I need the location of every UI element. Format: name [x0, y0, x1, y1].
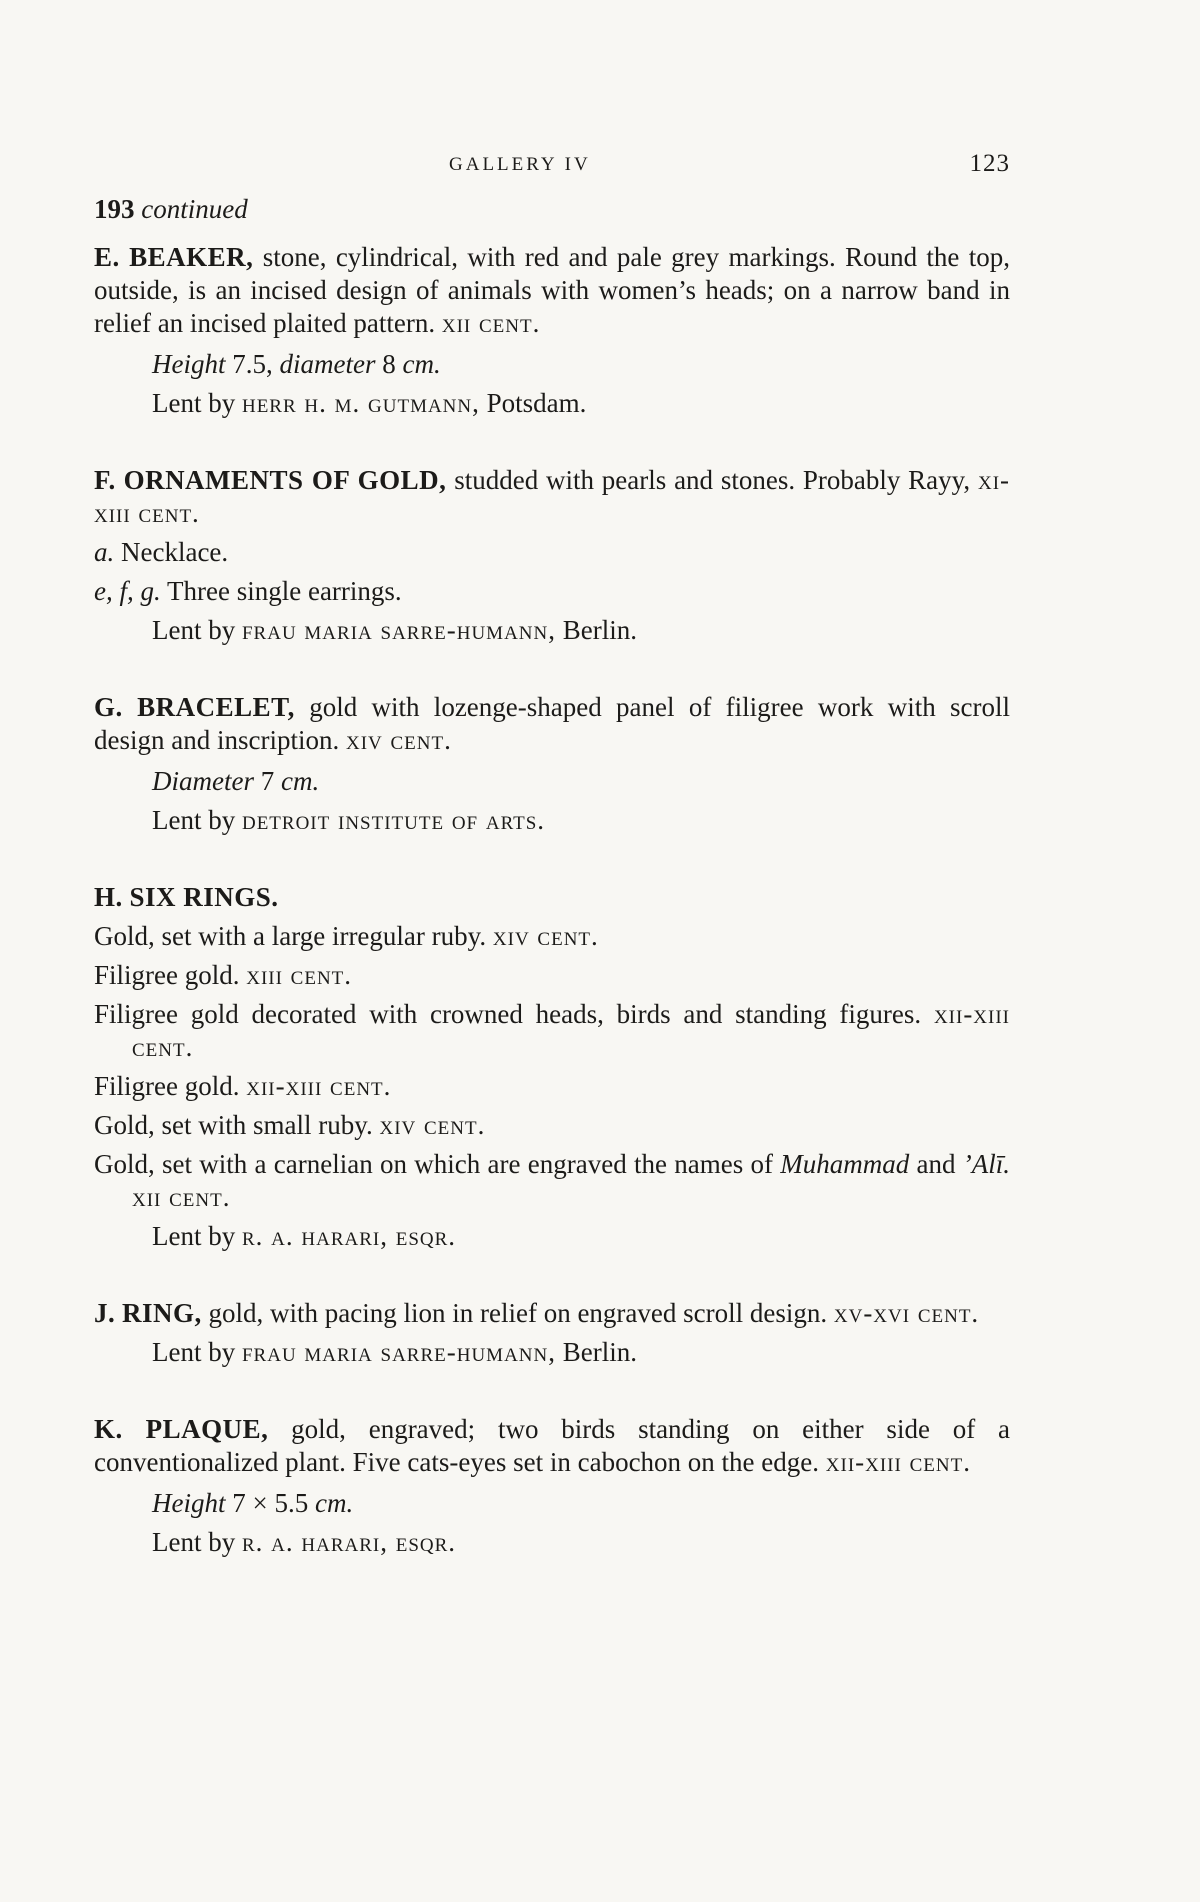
entry-title: BRACELET, — [137, 692, 295, 722]
entry-h-heading — [94, 881, 1010, 914]
entry-text: stone, cylindrical, with red and pale grey markings. Round the top, outside, is an incised design of animals with women’s heads; on a narrow band in relief an incised plaited pattern. — [94, 242, 1010, 338]
catalogue-page — [94, 150, 1010, 1603]
ring-text: Gold, set with a large irregular ruby. — [94, 921, 487, 951]
entry-text: gold with lozenge-shaped panel of filigree work with scroll design and inscription. — [94, 692, 1010, 755]
dim-unit: cm. — [280, 766, 320, 796]
lent-prefix: Lent by — [152, 615, 236, 645]
lent-prefix: Lent by — [152, 1221, 236, 1251]
entry-date: xii cent. — [441, 308, 541, 338]
lent-prefix: Lent by — [152, 388, 236, 418]
lender-place: Potsdam. — [486, 388, 587, 418]
continued-label: continued — [141, 194, 248, 224]
entry-e-dimensions — [94, 348, 1010, 381]
lender-place: Berlin. — [562, 1337, 637, 1367]
ring-name: Muhammad — [780, 1149, 910, 1179]
entry-f-item-a — [94, 536, 1010, 569]
entry-k-plaque — [94, 1413, 1010, 1559]
entry-k-dimensions — [94, 1487, 1010, 1520]
lender-name: r. a. harari, esqr. — [241, 1221, 457, 1251]
ring-text: Filigree gold. — [94, 960, 240, 990]
entry-k-lender — [94, 1526, 1010, 1559]
entry-text: studded with pearls and stones. Probably Rayy, — [454, 465, 971, 495]
entry-g-bracelet — [94, 691, 1010, 837]
entry-g-description — [94, 691, 1010, 757]
ring-date: xii cent. — [132, 1182, 231, 1212]
continuation-heading — [94, 194, 1010, 225]
entry-letter: G. — [94, 692, 123, 722]
entry-f-lender — [94, 614, 1010, 647]
ring-date: xii-xiii cent. — [132, 999, 1011, 1062]
item-mark: a. — [94, 537, 115, 567]
ring-name: ’Alī. — [962, 1149, 1011, 1179]
dim-label: Height — [152, 1488, 226, 1518]
entry-f-ornaments — [94, 464, 1010, 647]
ring-text: Gold, set with small ruby. — [94, 1110, 373, 1140]
entry-f-description — [94, 464, 1010, 530]
entry-j-ring — [94, 1297, 1010, 1369]
item-mark: e, f, g. — [94, 576, 161, 606]
entry-text: gold, with pacing lion in relief on engraved scroll design. — [208, 1298, 828, 1328]
item-text: Three single earrings. — [167, 576, 402, 606]
entry-title: PLAQUE, — [145, 1414, 269, 1444]
entry-title: RING, — [122, 1298, 202, 1328]
dim-value: 7 — [260, 766, 275, 796]
ring-item — [94, 998, 1010, 1064]
ring-date: xii-xiii cent. — [246, 1071, 392, 1101]
dim-value: 7.5, — [232, 349, 273, 379]
lender-name: r. a. harari, esqr. — [241, 1527, 457, 1557]
ring-date: xiii cent. — [246, 960, 353, 990]
dim-label: diameter — [279, 349, 376, 379]
entry-date: xi-xiii cent. — [94, 465, 1011, 528]
running-title: GALLERY IV — [449, 154, 591, 175]
ring-date: xiv cent. — [492, 921, 599, 951]
lender-name: detroit institute of arts. — [241, 805, 546, 835]
entry-j-description — [94, 1297, 1010, 1330]
ring-item — [94, 1148, 1010, 1214]
entry-text: gold, engraved; two birds standing on either side of a conventionalized plant. Five cats-eyes set in cabochon on the edge. — [94, 1414, 1011, 1477]
entry-e-lender — [94, 387, 1010, 420]
entry-g-lender — [94, 804, 1010, 837]
dim-label: Diameter — [152, 766, 254, 796]
ring-text: Gold, set with a carnelian on which are engraved the names of — [94, 1149, 773, 1179]
entry-f-item-efg — [94, 575, 1010, 608]
lent-prefix: Lent by — [152, 1337, 236, 1367]
entry-h-six-rings — [94, 881, 1010, 1253]
ring-item — [94, 1070, 1010, 1103]
entry-letter: H. — [94, 882, 123, 912]
dim-value: 7 × 5.5 — [232, 1488, 309, 1518]
entry-title: SIX RINGS. — [129, 882, 279, 912]
ring-item — [94, 920, 1010, 953]
entry-date: xii-xiii cent. — [825, 1447, 971, 1477]
entry-title: BEAKER, — [129, 242, 254, 272]
ring-text: Filigree gold decorated with crowned heads, birds and standing figures. — [94, 999, 922, 1029]
entry-k-description — [94, 1413, 1010, 1479]
entry-number: 193 — [94, 194, 135, 224]
entry-h-lender — [94, 1220, 1010, 1253]
lender-place: Berlin. — [562, 615, 637, 645]
lender-name: frau maria sarre-humann, — [241, 1337, 556, 1367]
entry-date: xiv cent. — [345, 725, 452, 755]
entry-e-description — [94, 241, 1010, 340]
entry-date: xv-xvi cent. — [833, 1298, 980, 1328]
item-text: Necklace. — [121, 537, 229, 567]
lender-name: herr h. m. gutmann, — [241, 388, 480, 418]
ring-date: xiv cent. — [379, 1110, 486, 1140]
dim-unit: cm. — [314, 1488, 354, 1518]
dim-label: Height — [152, 349, 226, 379]
entry-g-dimensions — [94, 765, 1010, 798]
entry-j-lender — [94, 1336, 1010, 1369]
running-head — [94, 150, 1010, 184]
entry-e-beaker — [94, 241, 1010, 420]
entry-letter: F. — [94, 465, 116, 495]
dim-value: 8 — [382, 349, 396, 379]
entry-letter: K. — [94, 1414, 123, 1444]
ring-conjunction: and — [916, 1149, 956, 1179]
lent-prefix: Lent by — [152, 805, 236, 835]
ring-text: Filigree gold. — [94, 1071, 240, 1101]
ring-item — [94, 959, 1010, 992]
lender-name: frau maria sarre-humann, — [241, 615, 556, 645]
ring-item — [94, 1109, 1010, 1142]
lent-prefix: Lent by — [152, 1527, 236, 1557]
page-number: 123 — [969, 150, 1010, 177]
entry-letter: J. — [94, 1298, 116, 1328]
dim-unit: cm. — [402, 349, 441, 379]
entry-letter: E. — [94, 242, 120, 272]
entry-title: ORNAMENTS OF GOLD, — [123, 465, 447, 495]
